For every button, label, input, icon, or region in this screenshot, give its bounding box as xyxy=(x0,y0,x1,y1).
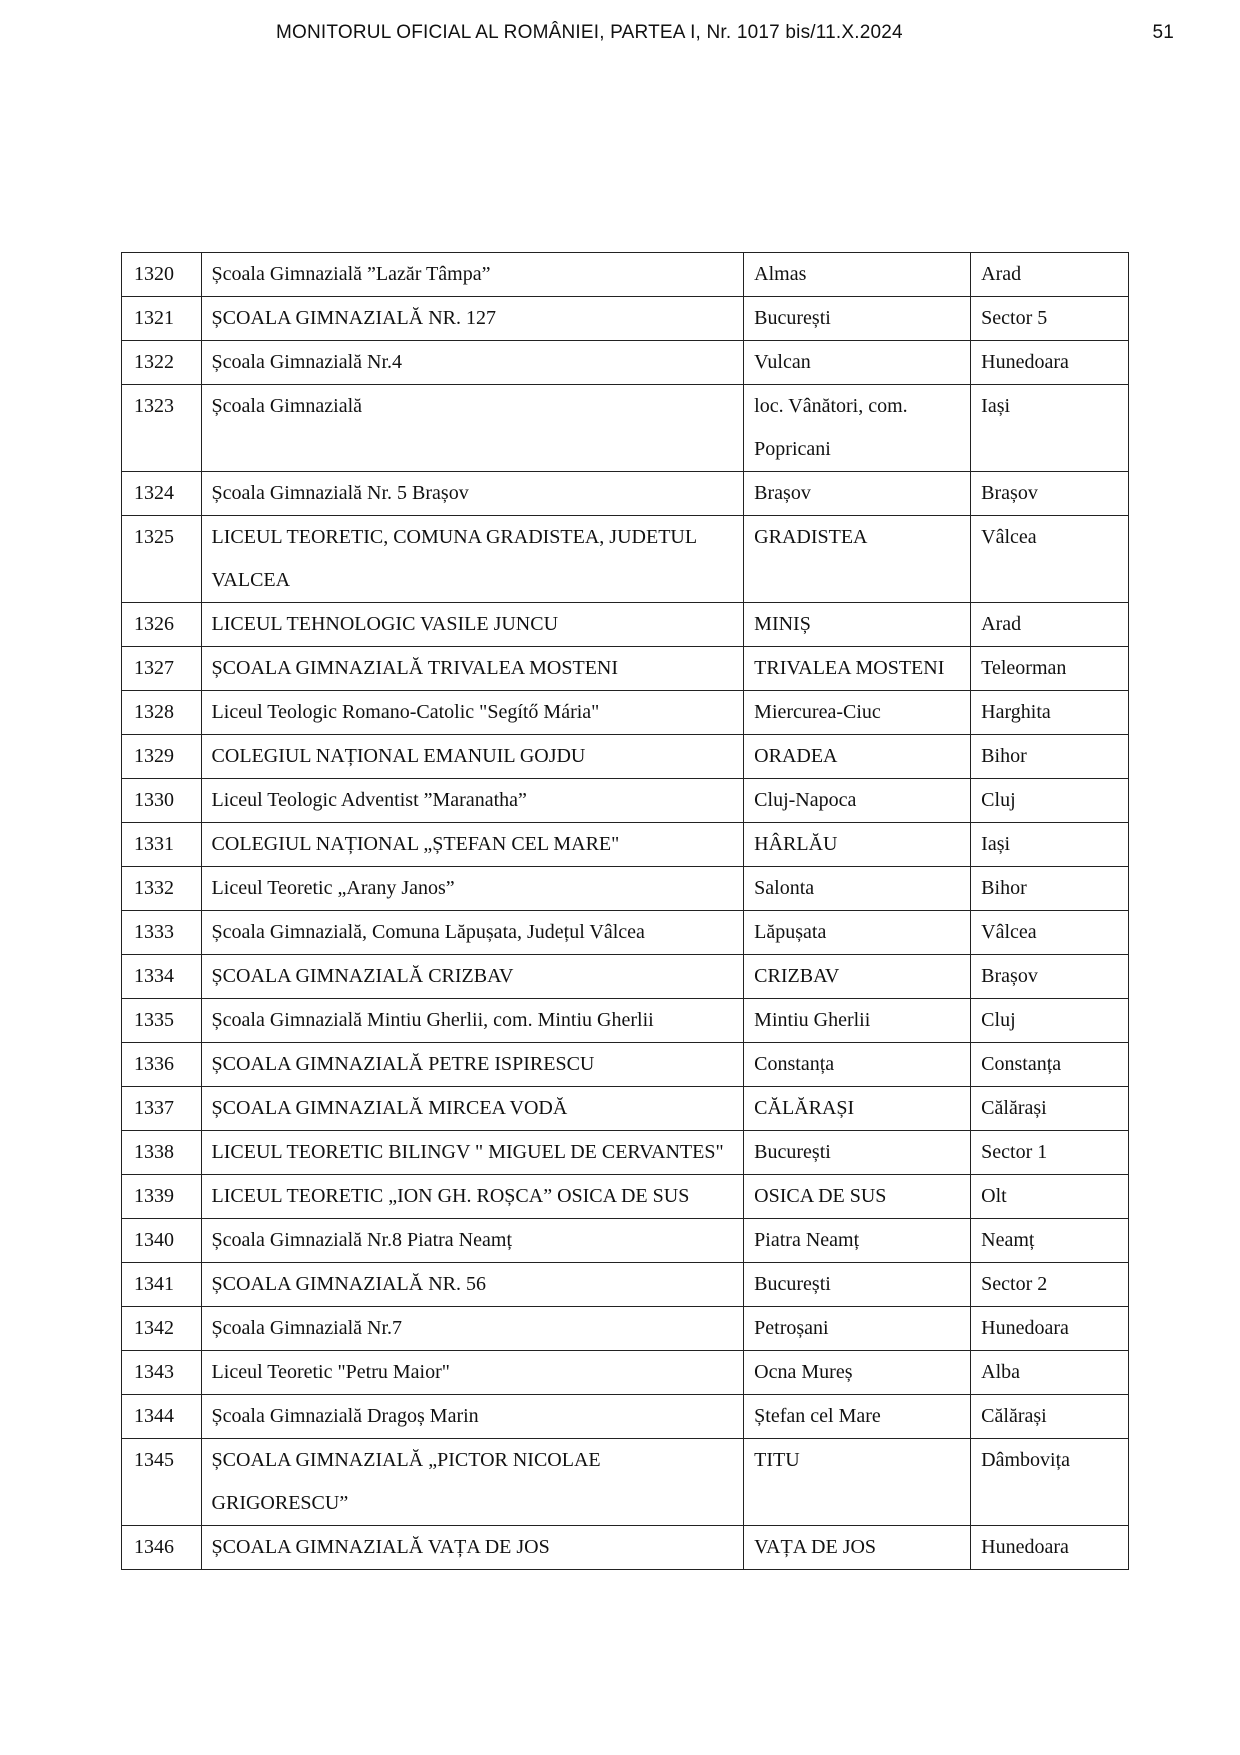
school-name-cell: Școala Gimnazială xyxy=(201,385,744,472)
row-number-cell: 1323 xyxy=(122,385,202,472)
county-cell: Călărași xyxy=(971,1395,1129,1439)
locality-cell: Almas xyxy=(744,253,971,297)
table-row xyxy=(122,735,1129,779)
school-name-cell: ȘCOALA GIMNAZIALĂ MIRCEA VODĂ xyxy=(201,1087,744,1131)
row-number-cell: 1341 xyxy=(122,1263,202,1307)
page-header xyxy=(0,22,1240,52)
row-number-cell: 1338 xyxy=(122,1131,202,1175)
schools-table-body xyxy=(122,253,1129,1570)
table-row xyxy=(122,867,1129,911)
locality-cell: București xyxy=(744,297,971,341)
locality-cell: Salonta xyxy=(744,867,971,911)
table-row xyxy=(122,779,1129,823)
locality-cell: loc. Vânători, com. Popricani xyxy=(744,385,971,472)
school-name-cell: LICEUL TEORETIC, COMUNA GRADISTEA, JUDETUL VALCEA xyxy=(201,516,744,603)
county-cell: Sector 1 xyxy=(971,1131,1129,1175)
table-row xyxy=(122,253,1129,297)
table-row xyxy=(122,341,1129,385)
school-name-cell: LICEUL TEORETIC BILINGV " MIGUEL DE CERVANTES" xyxy=(201,1131,744,1175)
school-name-cell: Școala Gimnazială, Comuna Lăpușata, Județul Vâlcea xyxy=(201,911,744,955)
table-row xyxy=(122,1175,1129,1219)
table-row xyxy=(122,1307,1129,1351)
school-name-cell: ȘCOALA GIMNAZIALĂ „PICTOR NICOLAE GRIGORESCU” xyxy=(201,1439,744,1526)
row-number-cell: 1327 xyxy=(122,647,202,691)
locality-cell: Cluj-Napoca xyxy=(744,779,971,823)
row-number-cell: 1329 xyxy=(122,735,202,779)
locality-cell: CĂLĂRAȘI xyxy=(744,1087,971,1131)
school-name-cell: ȘCOALA GIMNAZIALĂ NR. 56 xyxy=(201,1263,744,1307)
table-row xyxy=(122,911,1129,955)
table-row xyxy=(122,1395,1129,1439)
table-row xyxy=(122,516,1129,603)
locality-cell: VAȚA DE JOS xyxy=(744,1526,971,1570)
row-number-cell: 1321 xyxy=(122,297,202,341)
school-name-cell: COLEGIUL NAȚIONAL EMANUIL GOJDU xyxy=(201,735,744,779)
row-number-cell: 1330 xyxy=(122,779,202,823)
page-number: 51 xyxy=(1152,22,1174,43)
county-cell: Cluj xyxy=(971,999,1129,1043)
school-name-cell: ȘCOALA GIMNAZIALĂ TRIVALEA MOSTENI xyxy=(201,647,744,691)
county-cell: Cluj xyxy=(971,779,1129,823)
row-number-cell: 1339 xyxy=(122,1175,202,1219)
publication-title: MONITORUL OFICIAL AL ROMÂNIEI, PARTEA I, Nr. 1017 bis/11.X.2024 xyxy=(276,22,903,43)
locality-cell: CRIZBAV xyxy=(744,955,971,999)
locality-cell: Piatra Neamț xyxy=(744,1219,971,1263)
county-cell: Iași xyxy=(971,823,1129,867)
county-cell: Olt xyxy=(971,1175,1129,1219)
county-cell: Iași xyxy=(971,385,1129,472)
school-name-cell: Școala Gimnazială Nr.7 xyxy=(201,1307,744,1351)
county-cell: Brașov xyxy=(971,955,1129,999)
county-cell: Neamț xyxy=(971,1219,1129,1263)
table-row xyxy=(122,1263,1129,1307)
row-number-cell: 1332 xyxy=(122,867,202,911)
school-name-cell: Liceul Teoretic „Arany Janos” xyxy=(201,867,744,911)
row-number-cell: 1343 xyxy=(122,1351,202,1395)
locality-cell: Brașov xyxy=(744,472,971,516)
school-name-cell: Liceul Teologic Adventist ”Maranatha” xyxy=(201,779,744,823)
county-cell: Vâlcea xyxy=(971,516,1129,603)
table-row xyxy=(122,1526,1129,1570)
locality-cell: București xyxy=(744,1263,971,1307)
row-number-cell: 1344 xyxy=(122,1395,202,1439)
county-cell: Harghita xyxy=(971,691,1129,735)
school-name-cell: ȘCOALA GIMNAZIALĂ CRIZBAV xyxy=(201,955,744,999)
schools-table xyxy=(121,252,1129,1570)
row-number-cell: 1320 xyxy=(122,253,202,297)
county-cell: Hunedoara xyxy=(971,341,1129,385)
table-row xyxy=(122,1219,1129,1263)
row-number-cell: 1333 xyxy=(122,911,202,955)
school-name-cell: Școala Gimnazială Dragoș Marin xyxy=(201,1395,744,1439)
table-row xyxy=(122,1043,1129,1087)
school-name-cell: ȘCOALA GIMNAZIALĂ NR. 127 xyxy=(201,297,744,341)
locality-cell: ORADEA xyxy=(744,735,971,779)
county-cell: Sector 5 xyxy=(971,297,1129,341)
row-number-cell: 1340 xyxy=(122,1219,202,1263)
school-name-cell: Școala Gimnazială ”Lazăr Tâmpa” xyxy=(201,253,744,297)
school-name-cell: COLEGIUL NAȚIONAL „ȘTEFAN CEL MARE" xyxy=(201,823,744,867)
county-cell: Hunedoara xyxy=(971,1307,1129,1351)
locality-cell: Miercurea-Ciuc xyxy=(744,691,971,735)
school-name-cell: Școala Gimnazială Mintiu Gherlii, com. Mintiu Gherlii xyxy=(201,999,744,1043)
county-cell: Arad xyxy=(971,253,1129,297)
locality-cell: Ștefan cel Mare xyxy=(744,1395,971,1439)
table-row xyxy=(122,603,1129,647)
school-name-cell: Liceul Teologic Romano-Catolic "Segítő Mária" xyxy=(201,691,744,735)
table-row xyxy=(122,823,1129,867)
row-number-cell: 1334 xyxy=(122,955,202,999)
row-number-cell: 1322 xyxy=(122,341,202,385)
county-cell: Alba xyxy=(971,1351,1129,1395)
county-cell: Constanța xyxy=(971,1043,1129,1087)
row-number-cell: 1336 xyxy=(122,1043,202,1087)
table-row xyxy=(122,1439,1129,1526)
school-name-cell: LICEUL TEHNOLOGIC VASILE JUNCU xyxy=(201,603,744,647)
county-cell: Sector 2 xyxy=(971,1263,1129,1307)
locality-cell: TITU xyxy=(744,1439,971,1526)
locality-cell: Petroșani xyxy=(744,1307,971,1351)
locality-cell: MINIȘ xyxy=(744,603,971,647)
locality-cell: Ocna Mureș xyxy=(744,1351,971,1395)
table-row xyxy=(122,691,1129,735)
table-row xyxy=(122,955,1129,999)
county-cell: Călărași xyxy=(971,1087,1129,1131)
school-name-cell: ȘCOALA GIMNAZIALĂ VAȚA DE JOS xyxy=(201,1526,744,1570)
row-number-cell: 1342 xyxy=(122,1307,202,1351)
county-cell: Bihor xyxy=(971,867,1129,911)
county-cell: Brașov xyxy=(971,472,1129,516)
locality-cell: București xyxy=(744,1131,971,1175)
school-name-cell: Liceul Teoretic "Petru Maior" xyxy=(201,1351,744,1395)
row-number-cell: 1335 xyxy=(122,999,202,1043)
row-number-cell: 1346 xyxy=(122,1526,202,1570)
school-name-cell: Școala Gimnazială Nr.4 xyxy=(201,341,744,385)
locality-cell: GRADISTEA xyxy=(744,516,971,603)
locality-cell: Constanța xyxy=(744,1043,971,1087)
table-row xyxy=(122,472,1129,516)
county-cell: Dâmbovița xyxy=(971,1439,1129,1526)
locality-cell: OSICA DE SUS xyxy=(744,1175,971,1219)
locality-cell: TRIVALEA MOSTENI xyxy=(744,647,971,691)
row-number-cell: 1324 xyxy=(122,472,202,516)
locality-cell: Mintiu Gherlii xyxy=(744,999,971,1043)
school-name-cell: LICEUL TEORETIC „ION GH. ROȘCA” OSICA DE SUS xyxy=(201,1175,744,1219)
table-row xyxy=(122,385,1129,472)
school-name-cell: ȘCOALA GIMNAZIALĂ PETRE ISPIRESCU xyxy=(201,1043,744,1087)
row-number-cell: 1328 xyxy=(122,691,202,735)
locality-cell: HÂRLĂU xyxy=(744,823,971,867)
table-row xyxy=(122,1131,1129,1175)
row-number-cell: 1337 xyxy=(122,1087,202,1131)
table-row xyxy=(122,1351,1129,1395)
row-number-cell: 1325 xyxy=(122,516,202,603)
locality-cell: Vulcan xyxy=(744,341,971,385)
row-number-cell: 1326 xyxy=(122,603,202,647)
county-cell: Hunedoara xyxy=(971,1526,1129,1570)
county-cell: Vâlcea xyxy=(971,911,1129,955)
school-name-cell: Școala Gimnazială Nr. 5 Brașov xyxy=(201,472,744,516)
table-row xyxy=(122,297,1129,341)
table-row xyxy=(122,647,1129,691)
row-number-cell: 1345 xyxy=(122,1439,202,1526)
county-cell: Teleorman xyxy=(971,647,1129,691)
row-number-cell: 1331 xyxy=(122,823,202,867)
locality-cell: Lăpușata xyxy=(744,911,971,955)
school-name-cell: Școala Gimnazială Nr.8 Piatra Neamț xyxy=(201,1219,744,1263)
table-row xyxy=(122,999,1129,1043)
county-cell: Bihor xyxy=(971,735,1129,779)
table-row xyxy=(122,1087,1129,1131)
county-cell: Arad xyxy=(971,603,1129,647)
